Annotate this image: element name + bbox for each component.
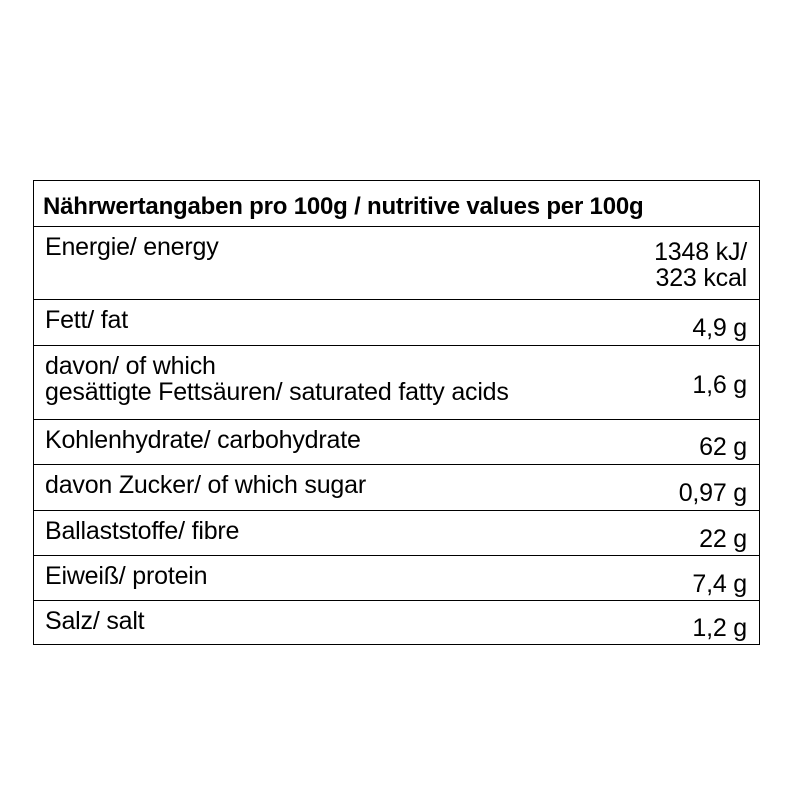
row-value-line: 1348 kJ/ [654,238,747,266]
row-label-line: gesättigte Fettsäuren/ saturated fatty acids [45,378,509,406]
nutrition-table [33,180,760,645]
row-label-line: davon/ of which [45,352,216,380]
row-value [699,420,747,464]
row-value [692,300,747,345]
table-row-fat [34,299,759,345]
row-label-line: davon Zucker/ of which sugar [45,471,366,499]
row-label-line: Kohlenhydrate/ carbohydrate [45,426,361,454]
table-row-saturated-fat [34,345,759,419]
table-row-carbohydrate [34,419,759,464]
row-value-line: 22 g [699,525,747,553]
row-value [692,601,747,644]
row-label-line: Energie/ energy [45,233,219,261]
row-label-line: Salz/ salt [45,607,145,635]
table-row-protein [34,555,759,600]
row-label-line: Ballaststoffe/ fibre [45,517,240,545]
table-header: Nährwertangaben pro 100g / nutritive values per 100g [43,193,644,220]
row-value-line: 1,6 g [692,371,747,399]
table-row-energy [34,226,759,299]
row-label [45,300,128,345]
row-value-line: 323 kcal [655,264,747,292]
row-value-line: 0,97 g [678,479,747,507]
row-value [692,346,747,419]
row-label [45,556,207,600]
row-value [654,227,747,299]
table-header-row [34,181,759,226]
row-label [45,511,239,555]
row-value-line: 7,4 g [692,570,747,598]
row-value [679,465,747,510]
row-value [692,556,747,600]
row-value [699,511,747,555]
row-label-line: Eiweiß/ protein [45,562,208,590]
table-row-salt [34,600,759,644]
row-label [45,227,219,299]
row-value-line: 1,2 g [692,614,747,642]
row-label [45,420,361,464]
row-value-line: 4,9 g [692,314,747,342]
row-label [45,601,144,644]
row-value-line: 62 g [699,433,747,461]
table-row-fibre [34,510,759,555]
row-label [45,465,366,510]
table-row-sugar [34,464,759,510]
row-label [45,346,509,419]
row-label-line: Fett/ fat [45,306,128,334]
